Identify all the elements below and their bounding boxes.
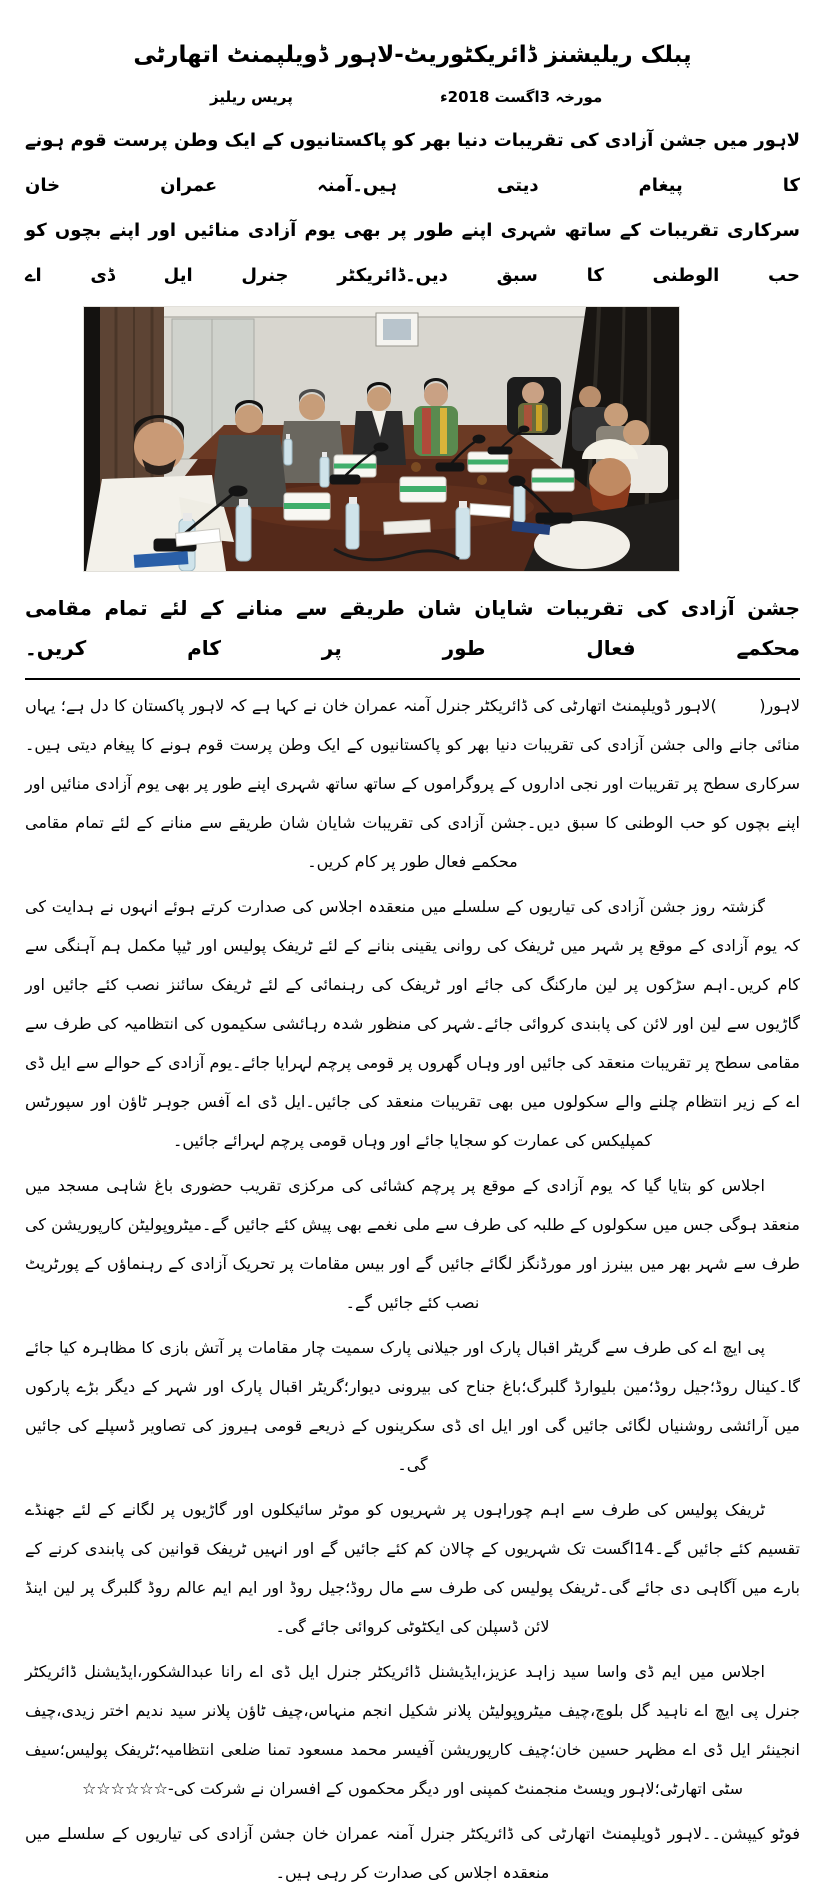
paragraph-1: لاہور( )لاہور ڈویلپمنٹ اتھارٹی کی ڈائریکٹر جنرل آمنہ عمران خان نے کہا ہے کہ لاہور پاکستان کا دل ہے؛ یہاں منائی جانے والی جشن آزادی کی تقریبات دنیا بھر کو پاکستانیوں کے ایک وطن پرست قوم ہونے کا پیغام دیتی ہیں۔سرکاری سطح پر تقریبات اور نجی اداروں کے پروگراموں کے ساتھ ساتھ شہری اپنے طور پر بھی یوم آزادی منائیں اور اپنے بچوں کو حب الوطنی کا سبق دیں۔جشن آزادی کی تقریبات شایان شان طریقے سے منانے کے لئے تمام مقامی محکمے فعال طور پر کام کریں۔: [25, 696, 800, 871]
meeting-photo: [83, 306, 680, 572]
foreground-man: [134, 422, 184, 472]
chairperson: [522, 382, 544, 404]
paragraph-3: اجلاس کو بتایا گیا کہ یوم آزادی کے موقع پر پرچم کشائی کی مرکزی تقریب حضوری باغ شاہی مسجد میں منعقد ہوگی جس میں سکولوں کے طلبہ کی طرف سے ملی نغمے بھی پیش کئے جائیں گے۔میٹروپولیٹن کارپوریشن کی طرف سے شہر بھر میں بینرز اور مورڈنگز لگائے جائیں گے اور بیس مقامات پر تحریک آزادی کے رہنماؤں کے پورٹریٹ نصب کئے جائیں گے۔: [25, 1176, 801, 1312]
page-title: پبلک ریلیشنز ڈائریکٹوریٹ-لاہور ڈویلپمنٹ اتھارٹی: [133, 42, 692, 68]
meta-row: [25, 84, 800, 118]
meeting-photo-illustration: [84, 307, 679, 571]
headline: جشن آزادی کی تقریبات شایان شان طریقے سے منانے کے لئے تمام مقامی محکمے فعال طور پر کام کریں۔: [25, 588, 800, 680]
paragraph-4: پی ایچ اے کی طرف سے گریٹر اقبال پارک اور جیلانی پارک سمیت چار مقامات پر آتش بازی کا مظاہرہ کیا جائے گا۔کینال روڈ؛جیل روڈ؛مین بلیوارڈ گلبرگ؛باغ جناح کی بیرونی دیوار؛گریٹر اقبال پارک اور شہر کے دیگر بڑے پارکوں میں آرائشی روشنیاں لگائی جائیں گی اور ایل ای ڈی سکرینوں کے ذریعے قومی ہیروز کی تصاویر ڈسپلے کی جائیں گی۔: [25, 1338, 800, 1474]
intro-line-2: سرکاری تقریبات کے ساتھ شہری اپنے طور پر بھی یوم آزادی منائیں اور اپنے بچوں کو حب الوطنی کا سبق دیں۔ڈائریکٹر جنرل ایل ڈی اے: [25, 220, 800, 286]
press-release-label: پریس ریلیز: [210, 88, 293, 106]
paragraph-6-participants: اجلاس میں ایم ڈی واسا سید زاہد عزیز،ایڈیشنل ڈائریکٹر جنرل ایل ڈی اے رانا عبدالشکور،ایڈیشنل ڈائریکٹر جنرل پی ایچ اے ناہید گل بلوچ،چیف میٹروپولیٹن پلانر شکیل انجم منہاس،چیف ٹاؤن پلانر سید ندیم اختر زیدی،چیف انجینئر ایل ڈی اے مظہر حسین خان؛چیف کارپوریشن آفیسر محمد مسعود تمنا ضلعی انتظامیہ؛ٹریفک پولیس؛سیف سٹی اتھارٹی؛لاہور ویسٹ منجمنٹ کمپنی اور دیگر محکموں کے افسران نے شرکت کی-☆☆☆☆☆☆: [25, 1662, 800, 1798]
attendee-woman: [414, 406, 458, 456]
attendee-dark: [211, 435, 288, 507]
intro-line-1: لاہور میں جشن آزادی کی تقریبات دنیا بھر کو پاکستانیوں کے ایک وطن پرست قوم ہونے کا پیغام دیتی ہیں۔آمنہ عمران خان: [25, 130, 800, 196]
paragraph-2: گزشتہ روز جشن آزادی کی تیاریوں کے سلسلے میں منعقدہ اجلاس کی صدارت کرتے ہوئے انہوں نے ہدایت کی کہ یوم آزادی کے موقع پر شہر میں ٹریفک کی روانی یقینی بنانے کے لئے ٹریفک پولیس اور ٹیپا مکمل ہم آہنگی سے کام کریں۔اہم سڑکوں پر لین مارکنگ کی جائے اور ٹریفک کی رہنمائی کے لئے ٹریفک سائنز نصب کئے جائیں اور گاڑیوں سے لین اور لائن کی پابندی کروائی جائے۔شہر کی منظور شدہ رہائشی سکیموں کی انتظامیہ کی طرف سے مقامی سطح پر تقریبات منعقد کی جائیں اور وہاں گھروں پر قومی پرچم لہرایا جائے۔یوم آزادی کے حوالے سے ایل ڈی اے کے زیر انتظام چلنے والے سکولوں میں بھی تقریبات منعقد کی جائیں۔ایل ڈی اے آفس جوہر ٹاؤن اور سپورٹس کمپلیکس کی عمارت کو سجایا جائے اور وہاں قومی پرچم لہرائے جائیں۔: [25, 897, 800, 1150]
photo-caption: فوٹو کیپشن۔۔لاہور ڈویلپمنٹ اتھارٹی کی ڈائریکٹر جنرل آمنہ عمران خان جشن آزادی کی تیاریوں کے سلسلے میں منعقدہ اجلاس کی صدارت کر رہی ہیں۔: [25, 1824, 800, 1882]
paragraph-5: ٹریفک پولیس کی طرف سے اہم چوراہوں پر شہریوں کو موٹر سائیکلوں اور گاڑیوں پر لگانے کے لئے جھنڈے تقسیم کئے جائیں گے۔14اگست تک شہریوں کے چالان کم کئے جائیں گے اور انہیں ٹریفک قوانین کی پابندی کرنے کے بارے میں آگاہی دی جائے گی۔ٹریفک پولیس کی طرف سے مال روڈ؛جیل روڈ اور ایم ایم عالم روڈ گلبرگ پر لین اینڈ لائن ڈسپلن کی ایکٹوٹی کروائی جائے گی۔: [25, 1500, 801, 1636]
date-label: مورخہ 3اگست 2018ء: [440, 88, 603, 106]
press-release-page: [0, 42, 825, 1882]
